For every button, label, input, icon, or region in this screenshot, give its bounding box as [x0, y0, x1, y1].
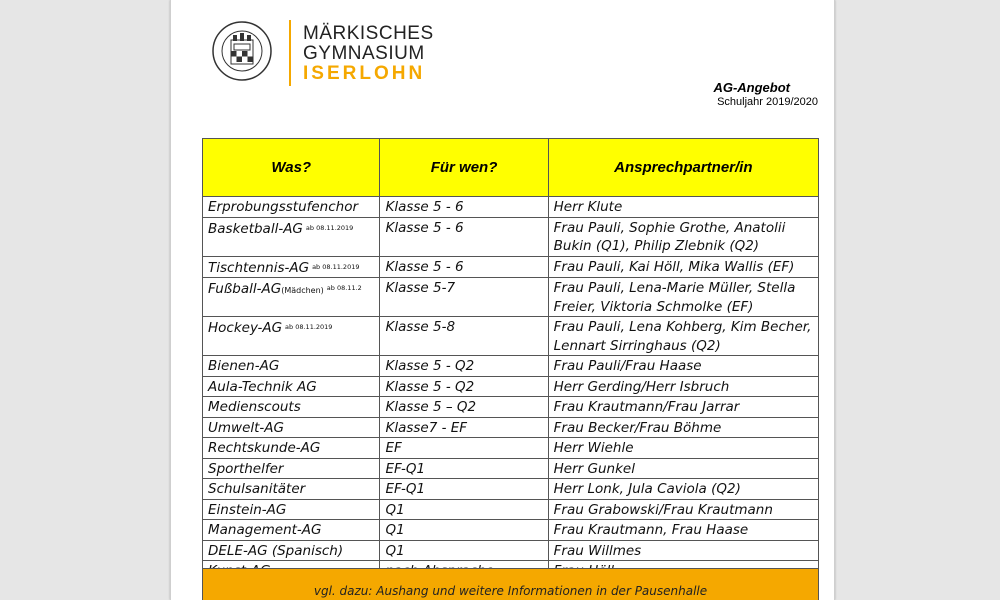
cell-was — [203, 417, 380, 438]
logo-line-3: ISERLOHN — [303, 63, 426, 84]
school-logo-text — [303, 24, 434, 84]
cell-was — [203, 197, 380, 218]
cell-fuer-wen: Klasse 5 - 6 — [380, 256, 548, 278]
ag-name: Umwelt-AG — [208, 419, 284, 436]
logo-line-2: GYMNASIUM — [303, 43, 425, 64]
table-row — [203, 217, 819, 256]
ag-name: Tischtennis-AG — [208, 259, 310, 276]
table-row — [203, 499, 819, 520]
ag-table — [202, 138, 819, 582]
cell-fuer-wen: Klasse 5 - Q2 — [380, 376, 548, 397]
ag-name: Aula-Technik AG — [208, 378, 317, 395]
cell-was — [203, 540, 380, 561]
cell-ansprechpartner: Herr Gunkel — [548, 458, 818, 479]
cell-ansprechpartner: Frau Pauli, Lena Kohberg, Kim Becher, Lennart Sirringhaus (Q2) — [548, 317, 818, 356]
cell-was — [203, 217, 380, 256]
logo-divider — [289, 20, 291, 86]
cell-ansprechpartner: Frau Pauli, Sophie Grothe, Anatolii Bukin (Q1), Philip Zlebnik (Q2) — [548, 217, 818, 256]
cell-was — [203, 278, 380, 317]
cell-fuer-wen: Q1 — [380, 499, 548, 520]
footer-note: vgl. dazu: Aushang und weitere Informationen in der Pausenhalle — [202, 568, 819, 600]
table-row — [203, 256, 819, 278]
cell-ansprechpartner: Herr Wiehle — [548, 438, 818, 459]
cell-ansprechpartner: Frau Krautmann/Frau Jarrar — [548, 397, 818, 418]
cell-ansprechpartner: Frau Grabowski/Frau Krautmann — [548, 499, 818, 520]
cell-ansprechpartner: Frau Becker/Frau Böhme — [548, 417, 818, 438]
cell-was — [203, 356, 380, 377]
ag-start-date-note: ab 08.11.2019 — [305, 223, 354, 232]
document-page — [170, 0, 835, 600]
ag-name: Schulsanitäter — [208, 481, 306, 497]
cell-ansprechpartner: Frau Pauli, Kai Höll, Mika Wallis (EF) — [548, 256, 818, 278]
table-body — [203, 197, 819, 582]
cell-ansprechpartner: Frau Pauli/Frau Haase — [548, 356, 818, 377]
cell-was — [203, 376, 380, 397]
cell-fuer-wen: Klasse 5-7 — [380, 278, 548, 317]
ag-group-note: (Mädchen) — [281, 286, 324, 295]
cell-fuer-wen: Klasse 5 - Q2 — [380, 356, 548, 377]
cell-was — [203, 479, 380, 500]
document-subtitle: Schuljahr 2019/2020 — [717, 96, 818, 108]
ag-start-date-note: ab 08.11.2 — [326, 284, 362, 292]
ag-name: Rechtskunde-AG — [208, 440, 321, 456]
header-was: Was? — [203, 139, 380, 197]
table-row — [203, 479, 819, 500]
cell-was — [203, 397, 380, 418]
ag-name: Basketball-AG — [208, 220, 303, 237]
cell-ansprechpartner: Herr Lonk, Jula Caviola (Q2) — [548, 479, 818, 500]
cell-ansprechpartner: Frau Pauli, Lena-Marie Müller, Stella Freier, Viktoria Schmolke (EF) — [548, 278, 818, 317]
table-row — [203, 438, 819, 459]
cell-was — [203, 438, 380, 459]
table-row — [203, 458, 819, 479]
cell-fuer-wen: EF-Q1 — [380, 479, 548, 500]
ag-name: DELE-AG (Spanisch) — [208, 542, 344, 559]
cell-was — [203, 499, 380, 520]
cell-fuer-wen: Q1 — [380, 520, 548, 541]
ag-start-date-note: ab 08.11.2019 — [285, 323, 333, 331]
cell-fuer-wen: Klasse 5 - 6 — [380, 217, 548, 256]
ag-name: Bienen-AG — [208, 358, 280, 374]
ag-name: Hockey-AG — [208, 320, 283, 336]
logo-line-1: MÄRKISCHES — [303, 23, 434, 44]
ag-name: Fußball-AG — [208, 281, 282, 297]
cell-ansprechpartner: Herr Klute — [548, 197, 818, 218]
cell-was — [203, 256, 380, 278]
table-row — [203, 540, 819, 561]
cell-fuer-wen: Q1 — [380, 540, 548, 561]
header-ansprechpartner: Ansprechpartner/in — [548, 139, 818, 197]
table-row — [203, 417, 819, 438]
school-seal-icon — [211, 20, 273, 82]
ag-name: Erprobungsstufenchor — [208, 199, 359, 215]
cell-ansprechpartner: Frau Krautmann, Frau Haase — [548, 520, 818, 541]
cell-was — [203, 317, 380, 356]
ag-start-date-note: ab 08.11.2019 — [312, 262, 360, 271]
ag-name: Einstein-AG — [208, 501, 287, 518]
cell-ansprechpartner: Herr Gerding/Herr Isbruch — [548, 376, 818, 397]
cell-fuer-wen: Klasse7 - EF — [380, 417, 548, 438]
ag-name: Management-AG — [208, 522, 322, 538]
ag-name: Medienscouts — [208, 399, 301, 415]
header-fuer-wen: Für wen? — [380, 139, 548, 197]
cell-was — [203, 520, 380, 541]
cell-fuer-wen: Klasse 5 – Q2 — [380, 397, 548, 418]
table-header-row — [203, 139, 819, 197]
table-row — [203, 520, 819, 541]
table-row — [203, 317, 819, 356]
table-row — [203, 278, 819, 317]
cell-fuer-wen: Klasse 5 - 6 — [380, 197, 548, 218]
table-row — [203, 197, 819, 218]
cell-fuer-wen: Klasse 5-8 — [380, 317, 548, 356]
table-row — [203, 376, 819, 397]
document-title: AG-Angebot — [713, 80, 790, 95]
ag-name: Sporthelfer — [208, 460, 284, 477]
table-row — [203, 356, 819, 377]
cell-fuer-wen: EF-Q1 — [380, 458, 548, 479]
cell-ansprechpartner: Frau Willmes — [548, 540, 818, 561]
table-row — [203, 397, 819, 418]
cell-was — [203, 458, 380, 479]
cell-fuer-wen: EF — [380, 438, 548, 459]
